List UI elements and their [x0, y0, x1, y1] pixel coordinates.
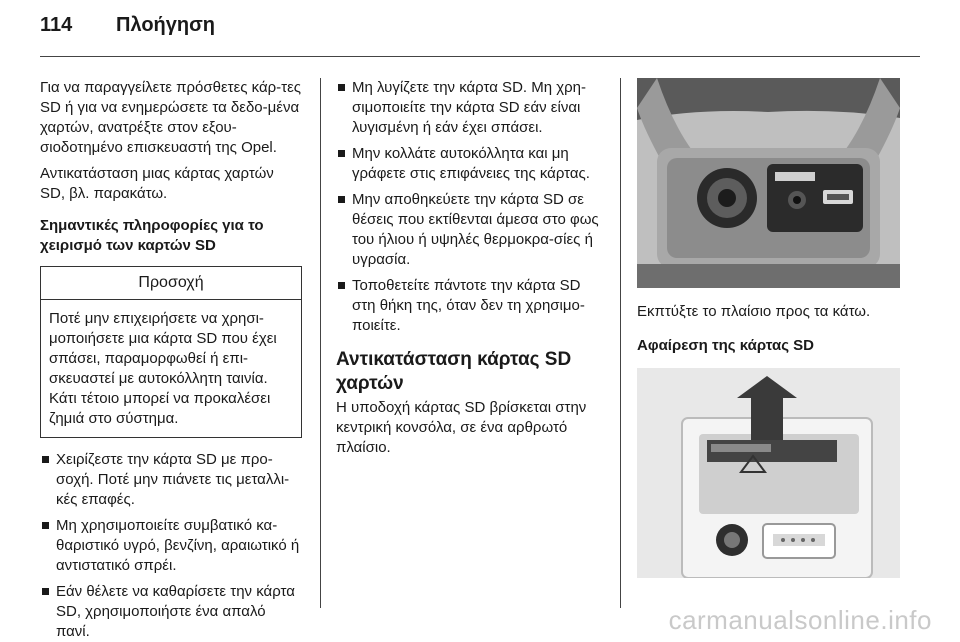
list-item: Μην κολλάτε αυτοκόλλητα και μη γράφετε στις επιφάνειες της κάρτας.: [336, 144, 606, 184]
list-item: Μην αποθηκεύετε την κάρτα SD σε θέσεις που εκτίθενται άμεσα στο φως του ήλιου ή υψηλές θερμοκρα-σίες ή υγρασία.: [336, 190, 606, 270]
page-header: [40, 14, 215, 44]
section-text: Η υποδοχή κάρτας SD βρίσκεται στην κεντρική κονσόλα, σε ένα αρθρωτό πλαίσιο.: [336, 399, 587, 456]
section-heading: Αντικατάσταση κάρτας SD χαρτών: [336, 349, 572, 394]
list-item: Μη χρησιμοποιείτε συμβατικό κα-θαριστικό υγρό, βενζίνη, αραιωτικό ή αντιστατικό σπρέι.: [40, 516, 302, 576]
intro-paragraph-2: Αντικατάσταση μιας κάρτας χαρτών SD, βλ. παρακάτω.: [40, 165, 274, 202]
bullet-list-2: [336, 78, 606, 336]
bullet-list-1: [40, 450, 302, 642]
subheading-sd-handling: Σημαντικές πληροφορίες για το χειρισμό των καρτών SD: [40, 217, 264, 254]
sd-removal-figure: [637, 368, 900, 578]
console-photo-figure: [637, 78, 900, 288]
figure-caption-1: Εκπτύξτε το πλαίσιο προς τα κάτω.: [637, 303, 871, 320]
watermark: carmanualsonline.info: [668, 605, 932, 635]
figure-caption-2: Αφαίρεση της κάρτας SD: [637, 337, 815, 354]
column-divider-2: [620, 78, 621, 608]
column-divider-1: [320, 78, 321, 608]
page-title: Πλοήγηση: [116, 14, 215, 36]
intro-paragraph-1: Για να παραγγείλετε πρόσθετες κάρ-τες SD ή για να ενημερώσετε τα δεδο-μένα χαρτών, ανατρέξτε στον εξου-σιοδοτημένο επισκευαστή της Opel.: [40, 79, 302, 156]
page-number: 114: [40, 14, 73, 36]
caution-text: Ποτέ μην επιχειρήσετε να χρησι-μοποιήσετε μια κάρτα SD που έχει σπάσει, παραμορφωθεί ή επι-σκευαστεί με αυτοκόλλητη ταινία. Κάτι τέτοιο μπορεί να προκαλέσει ζημιά στο σύστημα.: [49, 310, 277, 427]
list-item: Μη λυγίζετε την κάρτα SD. Μη χρη-σιμοποιείτε την κάρτα SD εάν είναι λυγισμένη ή εάν έχει σπάσει.: [336, 78, 606, 138]
list-item: Τοποθετείτε πάντοτε την κάρτα SD στη θήκη της, όταν δεν τη χρησιμο-ποιείτε.: [336, 276, 606, 336]
list-item: Χειρίζεστε την κάρτα SD με προ-σοχή. Ποτέ μην πιάνετε τις μεταλλι-κές επαφές.: [40, 450, 302, 510]
caution-title: Προσοχή: [41, 267, 301, 300]
list-item: Εάν θέλετε να καθαρίσετε την κάρτα SD, χρησιμοποιήστε ένα απαλό πανί.: [40, 582, 302, 642]
caution-box: [40, 266, 302, 438]
header-divider: [40, 56, 920, 57]
column-3: [637, 78, 900, 578]
column-2: [336, 78, 606, 458]
sd-removal-illustration: [637, 368, 900, 578]
console-photo: [637, 78, 900, 288]
column-1: [40, 78, 302, 642]
